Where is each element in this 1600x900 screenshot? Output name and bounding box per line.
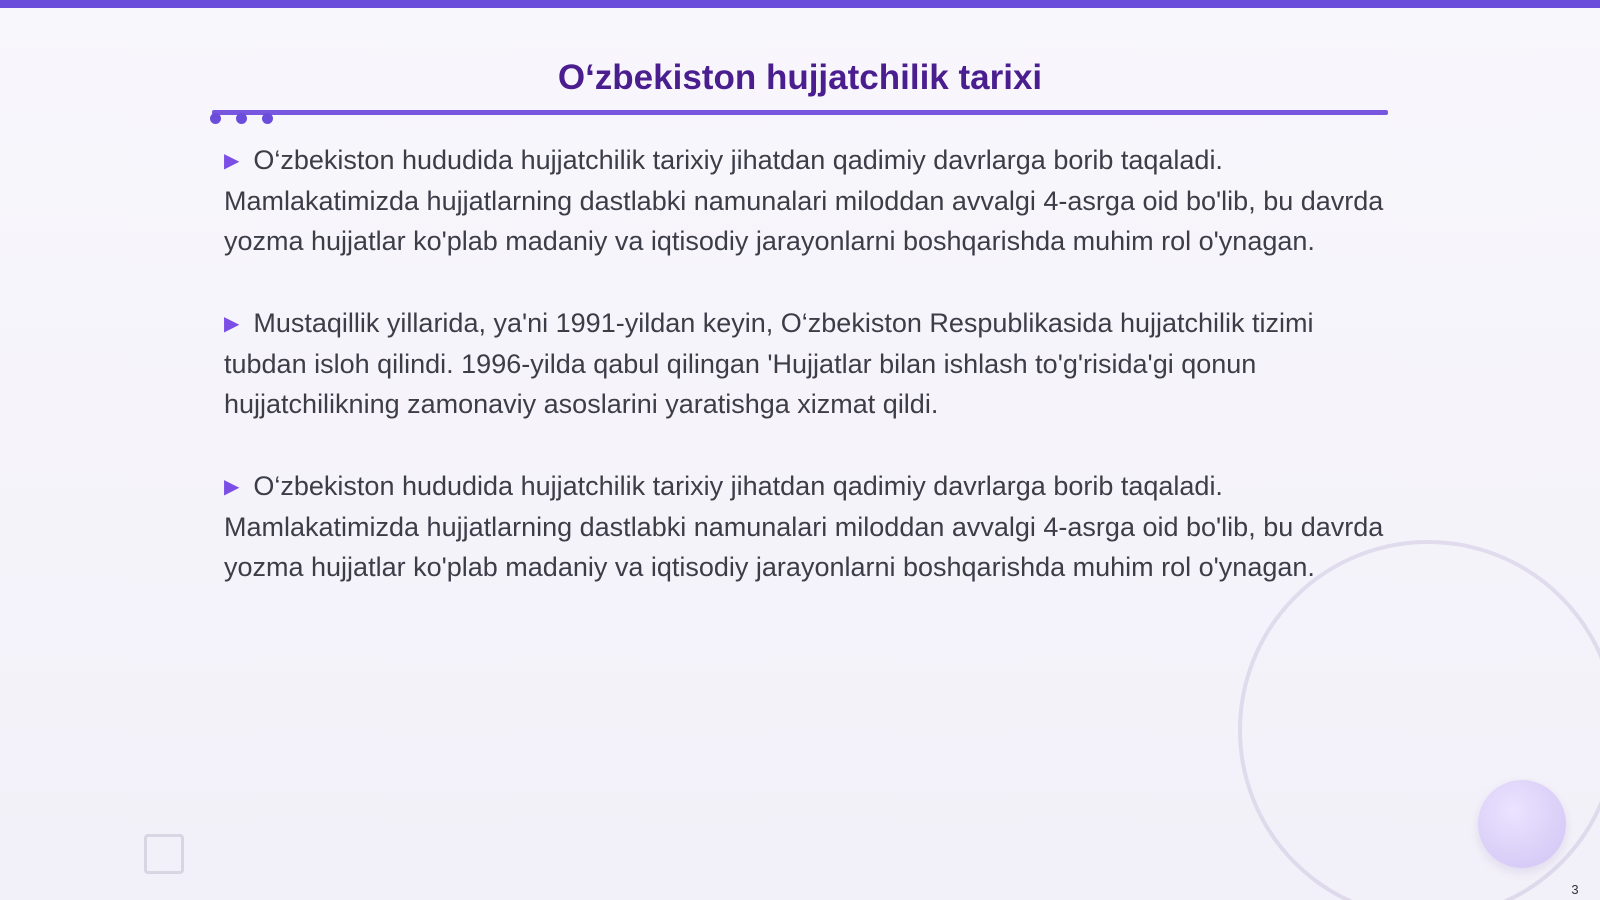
- decorative-circle: [1478, 780, 1566, 868]
- slide-content: [224, 140, 1390, 629]
- bullet-paragraph-1: [224, 140, 1390, 261]
- underline-dot: [210, 113, 221, 124]
- underline-dot: [262, 113, 273, 124]
- paragraph-text: Mustaqillik yillarida, ya'ni 1991-yildan keyin, O‘zbekiston Respublikasida hujjatchilik tizimi tubdan isloh qilindi. 1996-yilda qabul qilingan 'Hujjatlar bilan ishlash to'g'risida'gi qonun hujjatchilikning zamonaviy asoslarini yaratishga xizmat qildi.: [224, 308, 1314, 419]
- decorative-square: [144, 834, 184, 874]
- triangle-bullet-icon: ▶: [224, 476, 240, 498]
- title-underline: [212, 110, 1388, 115]
- bullet-paragraph-3: [224, 466, 1390, 587]
- paragraph-text: O‘zbekiston hududida hujjatchilik tarixiy jihatdan qadimiy davrlarga borib taqaladi. Mamlakatimizda hujjatlarning dastlabki namunalari miloddan avvalgi 4-asrga oid bo'lib, bu davrda yozma hujjatlar ko'plab madaniy va iqtisodiy jarayonlarni boshqarishda muhim rol o'ynagan.: [224, 471, 1384, 582]
- paragraph-text: O‘zbekiston hududida hujjatchilik tarixiy jihatdan qadimiy davrlarga borib taqaladi. Mamlakatimizda hujjatlarning dastlabki namunalari miloddan avvalgi 4-asrga oid bo'lib, bu davrda yozma hujjatlar ko'plab madaniy va iqtisodiy jarayonlarni boshqarishda muhim rol o'ynagan.: [224, 145, 1384, 256]
- triangle-bullet-icon: ▶: [224, 313, 240, 335]
- page-number: 3: [1571, 882, 1579, 897]
- underline-dot: [236, 113, 247, 124]
- triangle-bullet-icon: ▶: [224, 150, 240, 172]
- top-accent-bar: [0, 0, 1600, 8]
- bullet-paragraph-2: [224, 303, 1390, 424]
- slide-title: O‘zbekiston hujjatchilik tarixi: [557, 58, 1043, 97]
